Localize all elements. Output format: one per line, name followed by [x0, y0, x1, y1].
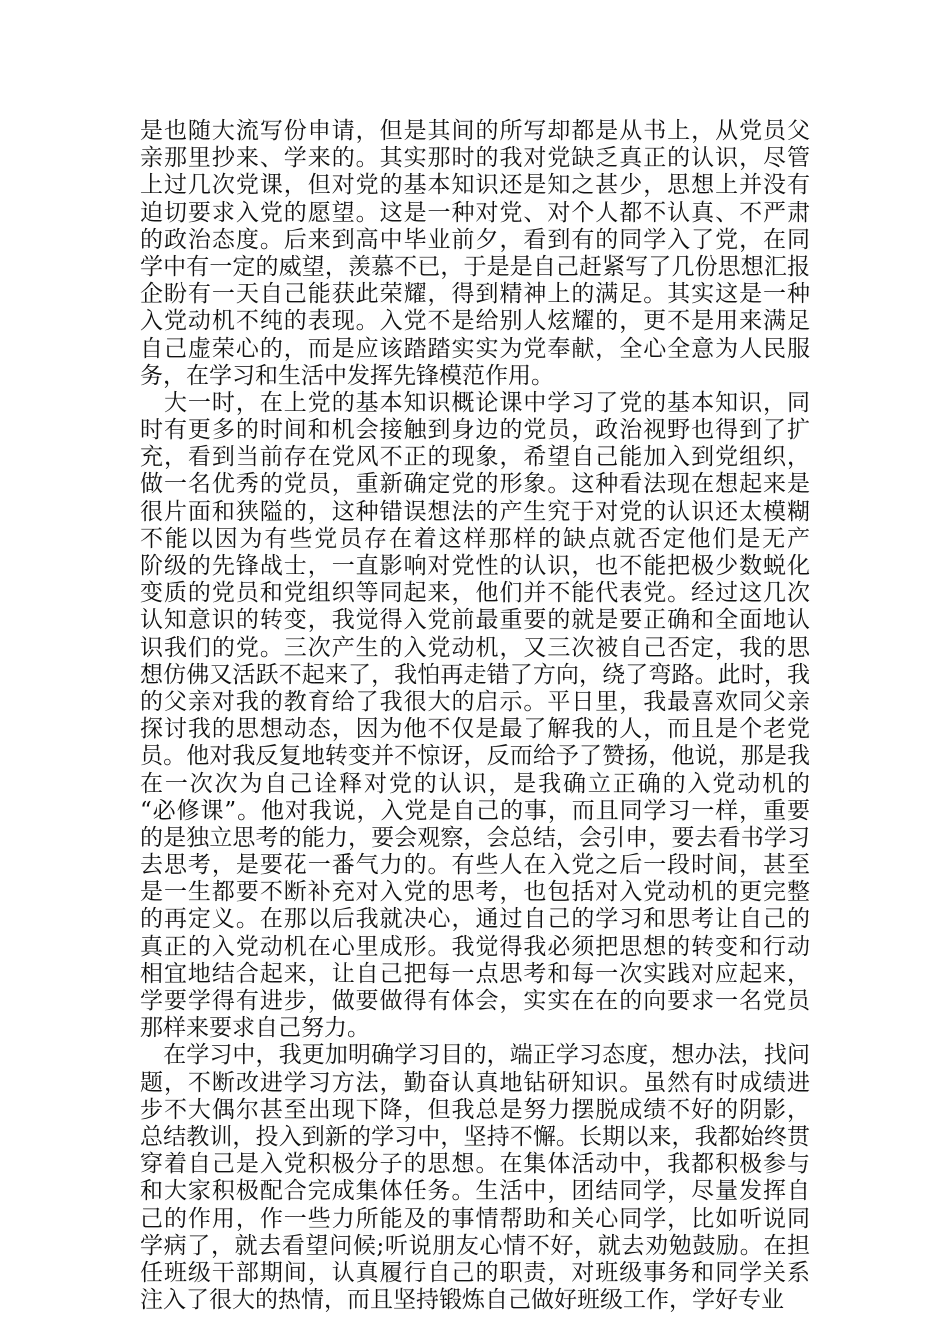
text-line: 企盼有一天自己能获此荣耀，得到精神上的满足。其实这是一种 [140, 281, 810, 308]
text-line: 想仿佛又活跃不起来了，我怕再走错了方向，绕了弯路。此时，我 [140, 661, 810, 688]
text-line: 学病了，就去看望问候;听说朋友心情不好，就去劝勉鼓励。在担 [140, 1232, 810, 1259]
text-line: 务，在学习和生活中发挥先锋模范作用。 [140, 362, 554, 389]
text-line: 不能以因为有些党员存在着这样那样的缺点就否定他们是无产 [140, 525, 810, 552]
text-line: 亲那里抄来、学来的。其实那时的我对党缺乏真正的认识，尽管 [140, 145, 810, 172]
text-line: 注入了很大的热情，而且坚持锻炼自己做好班级工作，学好专业 [140, 1287, 784, 1314]
text-line: 识我们的党。三次产生的入党动机，又三次被自己否定，我的思 [140, 634, 810, 661]
text-line: 阶级的先锋战士，一直影响对党性的认识，也不能把极少数蜕化 [140, 553, 810, 579]
text-line: 上过几次党课，但对党的基本知识还是知之甚少，思想上并没有 [140, 172, 810, 199]
text-line: 题，不断改进学习方法，勤奋认真地钻研知识。虽然有时成绩进 [140, 1069, 810, 1096]
text-line: 在一次次为自己诠释对党的认识，是我确立正确的入党动机的 [140, 770, 810, 797]
text-line: 去思考，是要花一番气力的。有些人在入党之后一段时间，甚至 [140, 852, 810, 879]
text-line: 总结教训，投入到新的学习中，坚持不懈。长期以来，我都始终贯 [140, 1123, 810, 1150]
text-line: 大一时，在上党的基本知识概论课中学习了党的基本知识，同 [140, 389, 810, 416]
text-line: 学中有一定的威望，羡慕不已，于是是自己赶紧写了几份思想汇报 [140, 253, 810, 280]
text-line: 己的作用，作一些力所能及的事情帮助和关心同学，比如听说同 [140, 1205, 810, 1232]
text-line: 真正的入党动机在心里成形。我觉得我必须把思想的转变和行动 [140, 933, 810, 960]
text-line: 迫切要求入党的愿望。这是一种对党、对个人都不认真、不严肃 [140, 199, 810, 226]
text-line: 的父亲对我的教育给了我很大的启示。平日里，我最喜欢同父亲 [140, 688, 810, 715]
paragraph [140, 118, 810, 390]
text-line: 的再定义。在那以后我就决心，通过自己的学习和思考让自己的 [140, 906, 810, 933]
text-line: 时有更多的时间和机会接触到身边的党员，政治视野也得到了扩 [140, 417, 810, 444]
text-line: 很片面和狭隘的，这种错误想法的产生究于对党的认识还太模糊 [140, 498, 810, 525]
text-line: 认知意识的转变，我觉得入党前最重要的就是要正确和全面地认 [140, 607, 810, 634]
text-line: 步不大偶尔甚至出现下降，但我总是努力摆脱成绩不好的阴影， [140, 1096, 810, 1123]
text-line: “必修课”。他对我说，入党是自己的事，而且同学习一样，重要 [140, 797, 810, 824]
text-line: 是也随大流写份申请，但是其间的所写却都是从书上，从党员父 [140, 118, 810, 144]
text-line: 变质的党员和党组织等同起来，他们并不能代表党。经过这几次 [140, 580, 810, 607]
text-line: 相宜地结合起来，让自己把每一点思考和每一次实践对应起来， [140, 960, 810, 987]
text-line: 那样来要求自己努力。 [140, 1015, 370, 1042]
text-line: 员。他对我反复地转变并不惊讶，反而给予了赞扬，他说，那是我 [140, 743, 810, 770]
text-line: 任班级干部期间，认真履行自己的职责，对班级事务和同学关系 [140, 1259, 810, 1286]
text-line: 的政治态度。后来到高中毕业前夕，看到有的同学入了党，在同 [140, 226, 810, 253]
text-line: 入党动机不纯的表现。入党不是给别人炫耀的，更不是用来满足 [140, 308, 810, 335]
text-line: 是一生都要不断补充对入党的思考，也包括对入党动机的更完整 [140, 879, 810, 906]
paragraph [140, 390, 810, 1043]
text-line: 充，看到当前存在党风不正的现象，希望自己能加入到党组织， [140, 444, 810, 471]
text-line: 和大家积极配合完成集体任务。生活中，团结同学，尽量发挥自 [140, 1178, 810, 1205]
text-line: 穿着自己是入党积极分子的思想。在集体活动中，我都积极参与 [140, 1151, 810, 1178]
text-line: 探讨我的思想动态，因为他不仅是最了解我的人，而且是个老党 [140, 716, 810, 743]
paragraph [140, 1042, 810, 1314]
text-line: 在学习中，我更加明确学习目的，端正学习态度，想办法，找问 [140, 1042, 810, 1069]
document-body-text [140, 118, 810, 1314]
text-line: 自己虚荣心的，而是应该踏踏实实为党奉献，全心全意为人民服 [140, 335, 810, 362]
text-line: 学要学得有进步，做要做得有体会，实实在在的向要求一名党员 [140, 988, 810, 1014]
text-line: 的是独立思考的能力，要会观察，会总结，会引申，要去看书学习 [140, 824, 810, 851]
text-line: 做一名优秀的党员，重新确定党的形象。这种看法现在想起来是 [140, 471, 810, 498]
